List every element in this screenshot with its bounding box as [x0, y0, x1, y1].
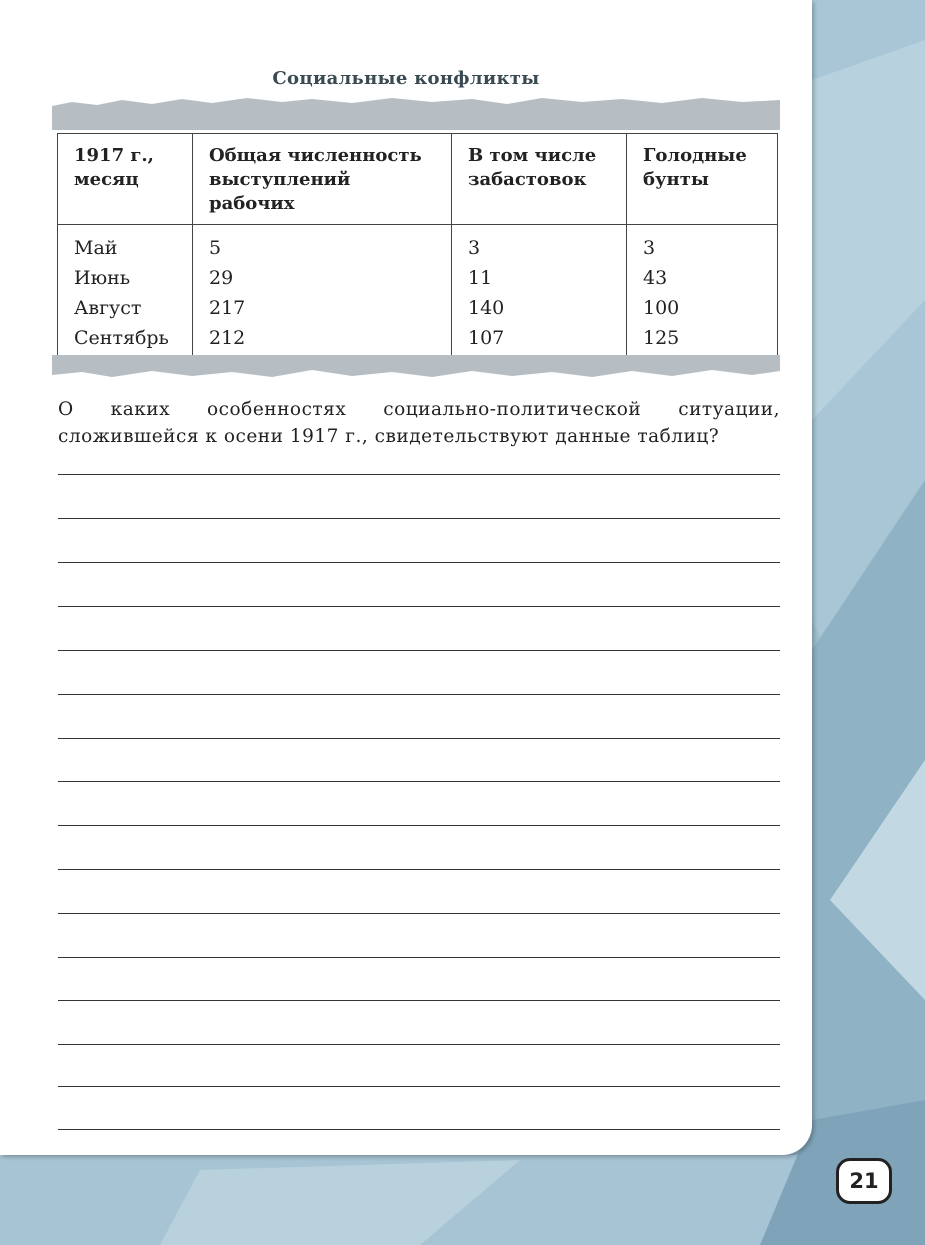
cell-month: Май	[58, 225, 193, 264]
cell-strikes: 140	[452, 293, 627, 323]
cell-total: 29	[193, 263, 452, 293]
answer-line[interactable]	[58, 562, 780, 563]
cell-riots: 100	[627, 293, 778, 323]
header-hunger-riots: Голодные бунты	[627, 134, 778, 225]
question-text: О каких особенностях социально-политической ситуации, сложившейся к осени 1917 г., свидетельствуют данные таблиц?	[58, 399, 780, 447]
cell-total: 217	[193, 293, 452, 323]
cell-riots: 125	[627, 323, 778, 360]
header-strikes: В том числе забастовок	[452, 134, 627, 225]
answer-line[interactable]	[58, 738, 780, 739]
cell-riots: 43	[627, 263, 778, 293]
cell-strikes: 3	[452, 225, 627, 264]
social-conflicts-table	[57, 133, 778, 360]
answer-line[interactable]	[58, 518, 780, 519]
cell-strikes: 11	[452, 263, 627, 293]
answer-line[interactable]	[58, 781, 780, 782]
torn-paper-band-top	[52, 96, 780, 130]
torn-paper-band-bottom	[52, 355, 780, 381]
cell-month: Июнь	[58, 263, 193, 293]
table-row	[58, 225, 778, 264]
table-row	[58, 293, 778, 323]
cell-strikes: 107	[452, 323, 627, 360]
table-row	[58, 263, 778, 293]
header-total-protests: Общая численность выступлений рабочих	[193, 134, 452, 225]
cell-total: 212	[193, 323, 452, 360]
page-number-badge: 21	[836, 1158, 892, 1204]
table-header-row	[58, 134, 778, 225]
section-title: Социальные конфликты	[272, 68, 540, 89]
answer-line[interactable]	[58, 694, 780, 695]
answer-line[interactable]	[58, 606, 780, 607]
answer-line[interactable]	[58, 825, 780, 826]
cell-month: Август	[58, 293, 193, 323]
cell-month: Сентябрь	[58, 323, 193, 360]
answer-line[interactable]	[58, 913, 780, 914]
cell-riots: 3	[627, 225, 778, 264]
answer-line[interactable]	[58, 957, 780, 958]
cell-total: 5	[193, 225, 452, 264]
answer-line[interactable]	[58, 869, 780, 870]
answer-line[interactable]	[58, 1129, 780, 1130]
answer-line[interactable]	[58, 650, 780, 651]
answer-line[interactable]	[58, 1000, 780, 1001]
answer-line[interactable]	[58, 1086, 780, 1087]
header-month: 1917 г., месяц	[58, 134, 193, 225]
answer-line[interactable]	[58, 474, 780, 475]
answer-line[interactable]	[58, 1044, 780, 1045]
